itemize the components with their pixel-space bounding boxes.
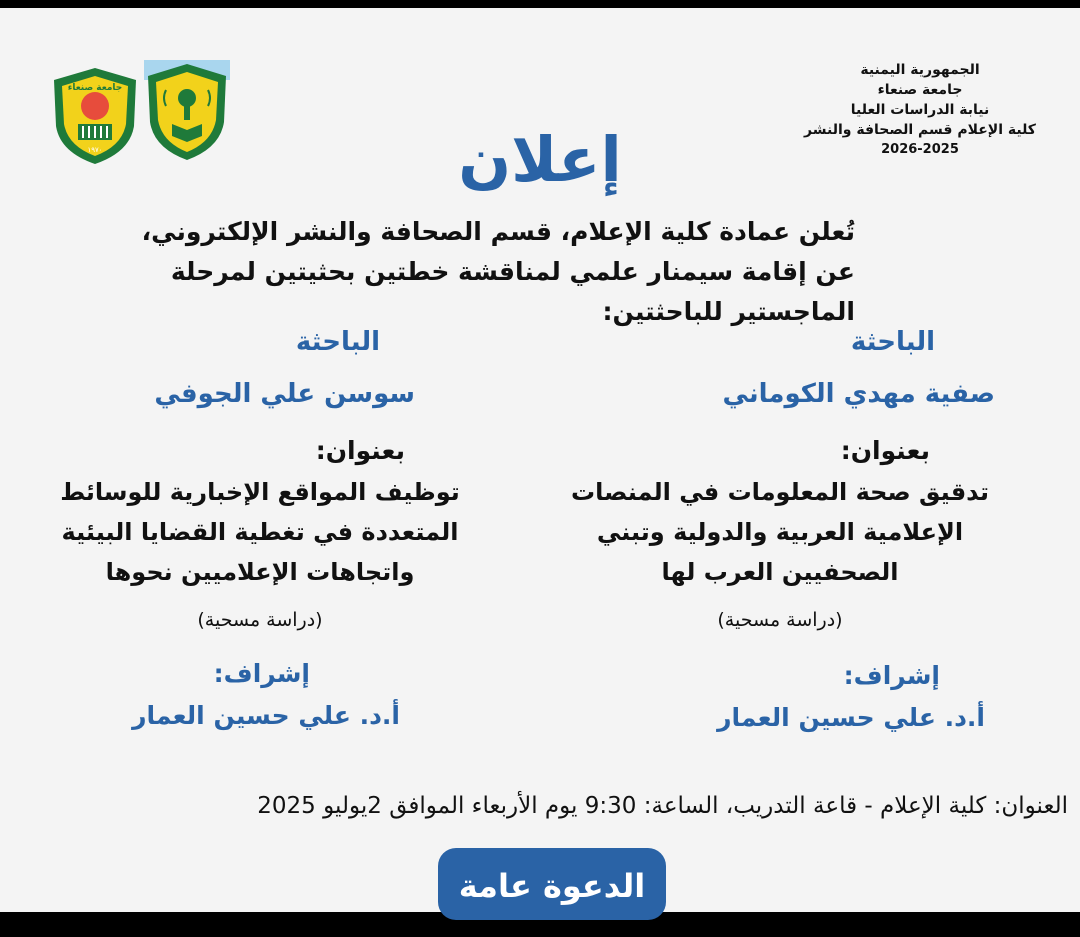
researcher-1 — [530, 324, 1030, 360]
researcher-1-supervision-label: إشراف: — [843, 661, 940, 690]
header-line-university: جامعة صنعاء — [877, 82, 963, 98]
researcher-1-thesis-line: الإعلامية العربية والدولية وتبني — [596, 518, 964, 546]
researcher-1-thesis-line: الصحفيين العرب لها — [661, 558, 899, 586]
researcher-2-title-label-wrap — [15, 434, 505, 468]
researcher-2-supervisor-wrap — [15, 698, 505, 734]
researcher-2-supervision-label: إشراف: — [213, 659, 310, 688]
header-academic-year: 2026-2025 — [881, 142, 959, 157]
researcher-2-thesis-line: المتعددة في تغطية القضايا البيئية — [61, 518, 459, 546]
institution-header — [770, 60, 1070, 160]
researcher-2-label: الباحثة — [295, 327, 380, 357]
researcher-2-thesis — [15, 472, 505, 592]
header-line-graduate-studies: نيابة الدراسات العليا — [850, 102, 990, 118]
researcher-2-title-label: بعنوان: — [315, 436, 405, 465]
header-line-department: كلية الإعلام قسم الصحافة والنشر — [804, 122, 1036, 138]
researcher-1-thesis — [530, 472, 1030, 592]
researcher-1-name-wrap — [530, 376, 1030, 412]
researcher-2-study-wrap — [15, 606, 505, 634]
researcher-2-study-type: (دراسة مسحية) — [197, 609, 323, 631]
researcher-2 — [15, 324, 505, 360]
researcher-2-name-wrap — [15, 376, 505, 412]
announcement-page — [0, 8, 1080, 912]
researcher-1-title-label: بعنوان: — [840, 436, 930, 465]
event-address: العنوان: كلية الإعلام - قاعة التدريب، الساعة: 9:30 يوم الأربعاء الموافق 2يوليو 2025 — [257, 793, 1068, 819]
researcher-2-supervision-wrap — [15, 656, 505, 692]
sanaa-university-logo — [52, 66, 138, 166]
researcher-1-supervisor: أ.د. علي حسين العمار — [717, 703, 985, 732]
researcher-1-supervisor-wrap — [530, 700, 1030, 736]
researcher-2-name: سوسن علي الجوفي — [154, 379, 415, 409]
researcher-1-supervision-wrap — [530, 658, 1030, 694]
media-faculty-logo — [144, 60, 230, 164]
researcher-1-study-wrap — [530, 606, 1030, 634]
researcher-2-thesis-line: واتجاهات الإعلاميين نحوها — [105, 558, 415, 586]
researcher-2-thesis-line: توظيف المواقع الإخبارية للوسائط — [60, 478, 460, 506]
announcement-title: إعلان — [458, 123, 622, 196]
researcher-1-name: صفية مهدي الكوماني — [722, 379, 995, 409]
researcher-1-title-label-wrap — [530, 434, 1030, 468]
svg-text:جامعة صنعاء: جامعة صنعاء — [67, 83, 123, 93]
researcher-1-thesis-line: تدقيق صحة المعلومات في المنصات — [570, 478, 990, 506]
svg-text:١٩٧٠: ١٩٧٠ — [87, 146, 103, 154]
researcher-1-label: الباحثة — [850, 327, 935, 357]
announcement-intro: تُعلن عمادة كلية الإعلام، قسم الصحافة والنشر الإلكتروني، عن إقامة سيمنار علمي لمناقشة خطتين بحثيتين لمرحلة الماجستير للباحثتين: — [141, 217, 855, 326]
public-invitation-badge[interactable]: الدعوة عامة — [438, 848, 666, 920]
header-line-country: الجمهورية اليمنية — [860, 62, 980, 78]
researcher-2-supervisor: أ.د. علي حسين العمار — [132, 701, 400, 730]
researcher-1-study-type: (دراسة مسحية) — [717, 609, 843, 631]
